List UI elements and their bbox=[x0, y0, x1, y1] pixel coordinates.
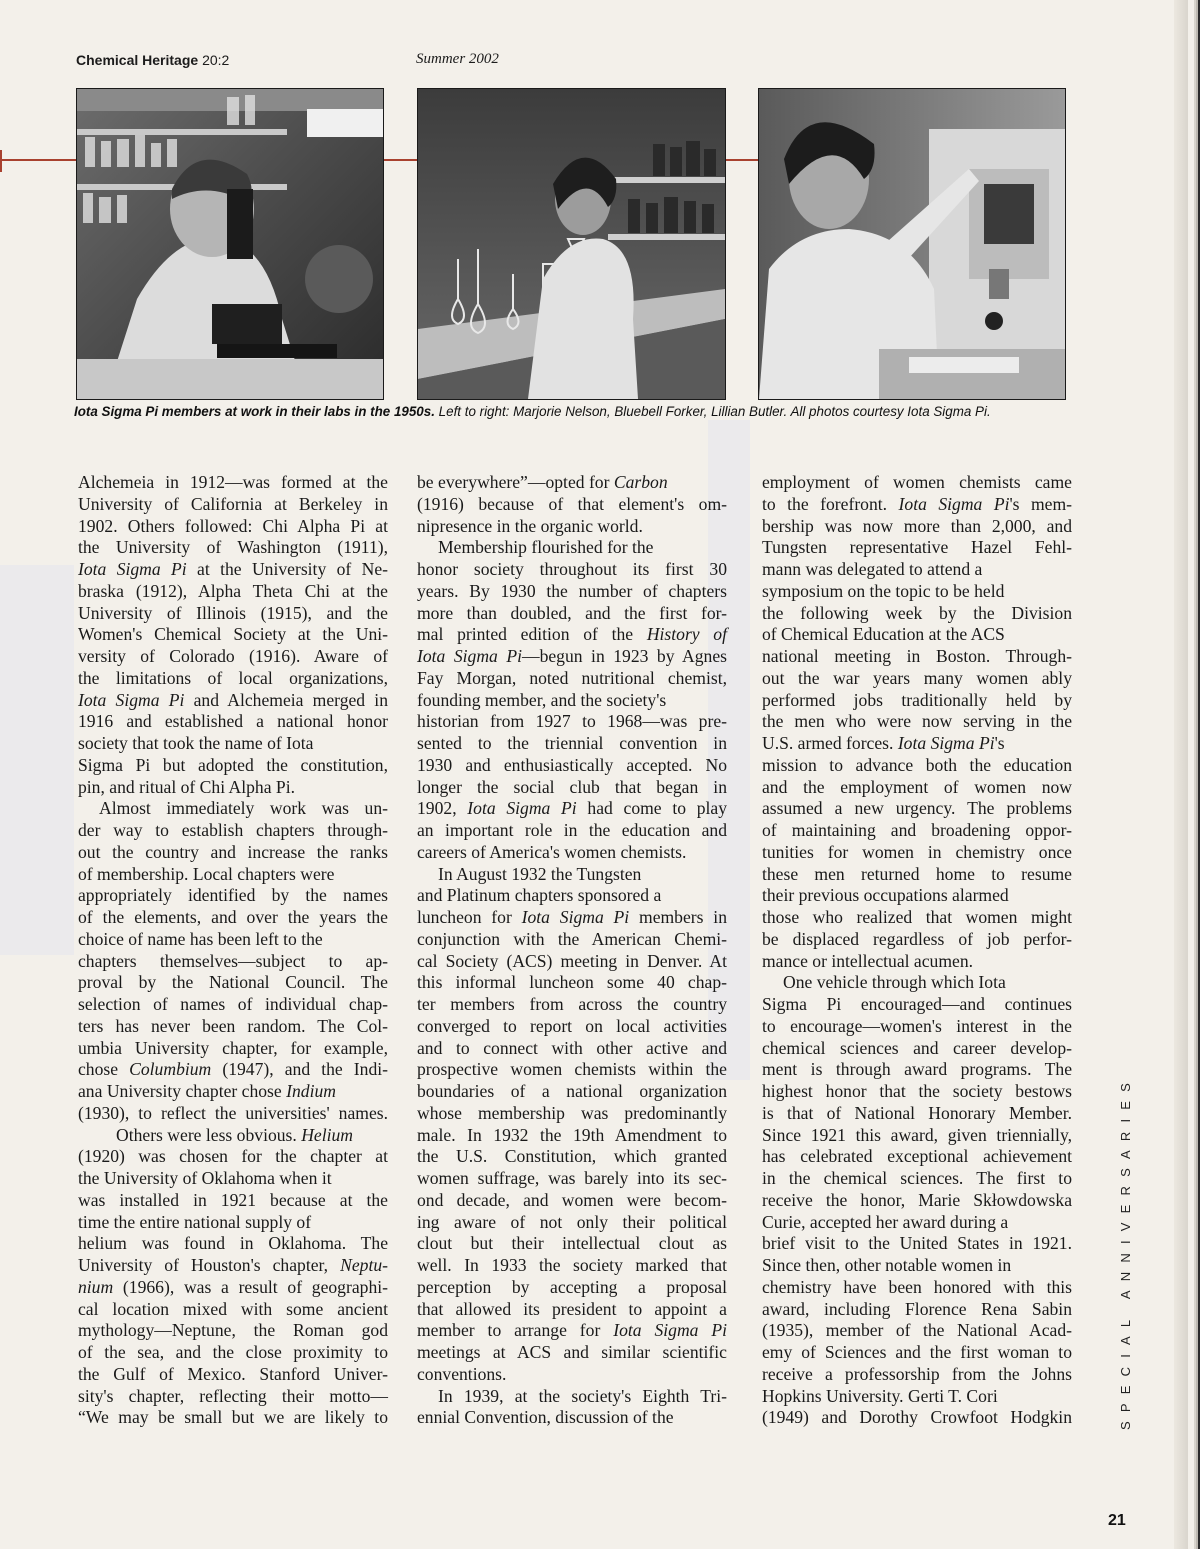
article-line: the limitations of local organizations, bbox=[78, 667, 388, 688]
article-line: sity's chapter, reflecting their motto— bbox=[78, 1385, 388, 1406]
article-line: well. In 1933 the society marked that bbox=[417, 1255, 727, 1275]
article-line: Almost immediately work was un- bbox=[99, 798, 388, 819]
article-line: the men who were now serving in the bbox=[762, 711, 1072, 732]
photo-lab-bench bbox=[417, 88, 726, 400]
article-line: receive the honor, Marie Skłowdowska bbox=[762, 1189, 1072, 1210]
article-line: chemical sciences and career develop- bbox=[762, 1037, 1072, 1058]
page-edge bbox=[1174, 0, 1188, 1549]
article-line: sented to the triennial convention in bbox=[417, 733, 727, 753]
article-line: nium (1966), was a result of geographi- bbox=[78, 1276, 388, 1297]
article-line: Since then, other notable women in bbox=[762, 1255, 1012, 1275]
article-line: out the war years many women ably bbox=[762, 667, 1072, 688]
article-line: Iota Sigma Pi at the University of Ne- bbox=[78, 559, 388, 579]
article-line: their previous occupations alarmed bbox=[762, 885, 1009, 906]
caption-lead: Iota Sigma Pi members at work in their labs in the 1950s. bbox=[74, 404, 435, 419]
article-line: of membership. Local chapters were bbox=[78, 863, 335, 884]
article-line: symposium on the topic to be held bbox=[762, 580, 1005, 601]
article-line: Alchemeia in 1912—was formed at the bbox=[78, 472, 388, 492]
article-line: cal location mixed with some ancient bbox=[78, 1298, 388, 1319]
article-line: performed jobs traditionally held by bbox=[762, 689, 1072, 710]
article-line: is that of National Honorary Member. bbox=[762, 1102, 1072, 1123]
article-line: chapters themselves—subject to ap- bbox=[78, 950, 388, 971]
article-line: choice of name has been left to the bbox=[78, 928, 323, 949]
article-line: male. In 1932 the 19th Amendment to bbox=[417, 1124, 727, 1145]
photo-equipment bbox=[758, 88, 1066, 400]
article-line: Tungsten representative Hazel Fehl- bbox=[762, 537, 1072, 558]
article-line: honor society throughout its first 30 bbox=[417, 559, 727, 579]
article-column-2 bbox=[417, 472, 727, 1429]
article-line: Membership flourished for the bbox=[438, 537, 654, 558]
article-line: 1916 and established a national honor bbox=[78, 711, 388, 732]
article-line: award, including Florence Rena Sabin bbox=[762, 1298, 1072, 1319]
article-line: more than doubled, and the first for- bbox=[417, 602, 727, 623]
article-line: ana University chapter chose Indium bbox=[78, 1081, 336, 1101]
journal-name: Chemical Heritage bbox=[76, 52, 199, 68]
article-line: tunities for women in chemistry once bbox=[762, 841, 1072, 862]
article-line: the University of Oklahoma when it bbox=[78, 1168, 332, 1188]
article-line: society that took the name of Iota bbox=[78, 733, 314, 753]
article-line: in the chemical sciences. The first to bbox=[762, 1168, 1072, 1188]
article-line: and to connect with other active and bbox=[417, 1037, 727, 1058]
article-line: meetings at ACS and similar scientific bbox=[417, 1342, 727, 1362]
article-line: be everywhere”—opted for Carbon bbox=[417, 472, 668, 492]
article-line: University of Illinois (1915), and the bbox=[78, 602, 388, 623]
article-line: to the forefront. Iota Sigma Pi's mem- bbox=[762, 493, 1073, 514]
article-line: 1902, Iota Sigma Pi had come to play bbox=[417, 798, 728, 819]
article-line: ennial Convention, discussion of the bbox=[417, 1407, 674, 1428]
article-line: assumed a new urgency. The problems bbox=[762, 798, 1072, 819]
article-line: and the employment of women now bbox=[762, 776, 1072, 797]
article-line: In 1939, at the society's Eighth Tri- bbox=[438, 1385, 727, 1406]
article-line: careers of America's women chemists. bbox=[417, 841, 687, 862]
article-line: University of California at Berkeley in bbox=[78, 493, 388, 514]
section-label-text: SPECIAL ANNIVERSARIES bbox=[1118, 1074, 1133, 1430]
article-line: (1935), member of the National Acad- bbox=[762, 1320, 1072, 1341]
article-line: of the elements, and over the years the bbox=[78, 907, 388, 927]
article-line: years. By 1930 the number of chapters bbox=[417, 580, 727, 601]
article-line: the following week by the Division bbox=[762, 602, 1072, 623]
article-line: U.S. armed forces. Iota Sigma Pi's bbox=[762, 733, 1005, 753]
article-line: ment is through award programs. The bbox=[762, 1059, 1072, 1080]
section-label bbox=[1110, 1030, 1140, 1430]
article-line: women suffrage, was barely into its sec- bbox=[417, 1168, 727, 1188]
article-line: proval by the National Council. The bbox=[78, 972, 388, 993]
article-line: (1930), to reflect the universities' names. bbox=[78, 1102, 388, 1123]
photo-image-3 bbox=[759, 89, 1065, 399]
article-line: selection of names of individual chap- bbox=[78, 994, 388, 1014]
article-line: those who realized that women might bbox=[762, 907, 1072, 927]
article-line: In August 1932 the Tungsten bbox=[438, 863, 642, 884]
article-line: Hopkins University. Gerti T. Cori bbox=[762, 1385, 998, 1406]
article-line: boundaries of a national organization bbox=[417, 1081, 727, 1101]
article-column-1 bbox=[78, 472, 388, 1429]
article-line: umbia University chapter, for example, bbox=[78, 1037, 388, 1058]
issue-date: Summer 2002 bbox=[416, 51, 499, 67]
article-line: mission to advance both the education bbox=[762, 754, 1072, 775]
article-line: “We may be small but we are likely to bbox=[78, 1407, 388, 1428]
article-line: clout but their intellectual clout as bbox=[417, 1233, 727, 1254]
photo-image-1 bbox=[77, 89, 383, 399]
article-line: 1930 and enthusiastically accepted. No bbox=[417, 754, 727, 775]
article-line: brief visit to the United States in 1921. bbox=[762, 1233, 1072, 1254]
article-line: ond decade, and women were becom- bbox=[417, 1189, 727, 1210]
article-line: historian from 1927 to 1968—was pre- bbox=[417, 711, 727, 732]
article-line: (1916) because of that element's om- bbox=[417, 493, 727, 514]
article-line: Curie, accepted her award during a bbox=[762, 1211, 1009, 1232]
article-column-3 bbox=[762, 472, 1072, 1429]
article-line: der way to establish chapters through- bbox=[78, 820, 388, 840]
photo-image-2 bbox=[418, 89, 725, 399]
article-line: One vehicle through which Iota bbox=[783, 972, 1006, 993]
article-line: chose Columbium (1947), and the Indi- bbox=[78, 1059, 388, 1080]
article-line: mance or intellectual acumen. bbox=[762, 950, 974, 971]
article-line: (1920) was chosen for the chapter at bbox=[78, 1146, 388, 1167]
article-line: Women's Chemical Society at the Uni- bbox=[78, 624, 388, 645]
article-line: Iota Sigma Pi and Alchemeia merged in bbox=[78, 689, 388, 710]
article-line: emy of Sciences and the first woman to bbox=[762, 1342, 1072, 1362]
article-line: longer the social club that began in bbox=[417, 776, 727, 797]
article-line: conjunction with the American Chemi- bbox=[417, 928, 727, 949]
article-line: conventions. bbox=[417, 1363, 507, 1384]
article-line: employment of women chemists came bbox=[762, 472, 1072, 492]
article-line: mal printed edition of the History of bbox=[417, 624, 727, 645]
article-line: cal Society (ACS) meeting in Denver. At bbox=[417, 950, 727, 971]
article-line: bership was now more than 2,000, and bbox=[762, 515, 1072, 536]
article-line: be displaced regardless of job perfor- bbox=[762, 928, 1072, 949]
article-line: converged to report on local activities bbox=[417, 1015, 727, 1036]
article-line: mann was delegated to attend a bbox=[762, 559, 983, 579]
article-line: to encourage—women's interest in the bbox=[762, 1015, 1072, 1036]
article-line: these men returned home to resume bbox=[762, 863, 1072, 884]
article-line: ing aware of not only their political bbox=[417, 1211, 727, 1232]
article-line: mythology—Neptune, the Roman god bbox=[78, 1320, 388, 1341]
article-line: highest honor that the society bestows bbox=[762, 1081, 1072, 1101]
article-line: ters has never been random. The Col- bbox=[78, 1015, 388, 1036]
page-number: 21 bbox=[1108, 1512, 1126, 1529]
margin-rule-mark bbox=[0, 150, 2, 172]
article-line: national meeting in Boston. Through- bbox=[762, 646, 1072, 666]
article-line: chemistry have been honored with this bbox=[762, 1276, 1072, 1297]
article-line: was installed in 1921 because at the bbox=[78, 1189, 388, 1210]
article-line: and Platinum chapters sponsored a bbox=[417, 885, 662, 906]
article-line: member to arrange for Iota Sigma Pi bbox=[417, 1320, 727, 1341]
article-line: appropriately identified by the names bbox=[78, 885, 388, 906]
article-line: this informal luncheon some 40 chap- bbox=[417, 972, 727, 993]
article-line: has celebrated exceptional achievement bbox=[762, 1146, 1072, 1167]
article-line: ter members from across the country bbox=[417, 994, 727, 1014]
article-line: of maintaining and broadening oppor- bbox=[762, 820, 1072, 840]
article-line: (1949) and Dorothy Crowfoot Hodgkin bbox=[762, 1407, 1072, 1428]
journal-title bbox=[76, 52, 229, 68]
article-line: Iota Sigma Pi—begun in 1923 by Agnes bbox=[417, 646, 727, 666]
article-line: Sigma Pi but adopted the constitution, bbox=[78, 754, 388, 775]
caption-names: Left to right: Marjorie Nelson, Bluebell Forker, Lillian Butler. All photos courtesy Iota Sigma Pi. bbox=[438, 404, 991, 419]
article-line: Sigma Pi encouraged—and continues bbox=[762, 994, 1072, 1014]
article-line: pin, and ritual of Chi Alpha Pi. bbox=[78, 776, 295, 797]
article-line: of Chemical Education at the ACS bbox=[762, 624, 1005, 645]
article-line: the Gulf of Mexico. Stanford Univer- bbox=[78, 1363, 388, 1384]
article-line: the University of Washington (1911), bbox=[78, 537, 388, 558]
article-line: helium was found in Oklahoma. The bbox=[78, 1233, 388, 1254]
article-line: Since 1921 this award, given triennially, bbox=[762, 1124, 1072, 1145]
article-line: an important role in the education and bbox=[417, 820, 727, 840]
show-through-block bbox=[0, 565, 74, 955]
article-line: of the sea, and the close proximity to bbox=[78, 1342, 388, 1362]
article-line: nipresence in the organic world. bbox=[417, 515, 643, 536]
photo-microscope bbox=[76, 88, 384, 400]
running-header bbox=[76, 50, 1074, 74]
article-line: founding member, and the society's bbox=[417, 689, 667, 710]
article-line: receive a professorship from the Johns bbox=[762, 1363, 1072, 1384]
article-line: University of Houston's chapter, Neptu- bbox=[78, 1255, 388, 1275]
article-line: perception by accepting a proposal bbox=[417, 1276, 727, 1297]
article-line: 1902. Others followed: Chi Alpha Pi at bbox=[78, 515, 388, 536]
article-line: braska (1912), Alpha Theta Chi at the bbox=[78, 580, 388, 601]
article-line: luncheon for Iota Sigma Pi members in bbox=[417, 907, 727, 927]
photo-caption bbox=[74, 404, 1078, 419]
article-line: time the entire national supply of bbox=[78, 1211, 312, 1232]
article-line: Fay Morgan, noted nutritional chemist, bbox=[417, 667, 727, 688]
article-line: Others were less obvious. Helium bbox=[116, 1124, 353, 1145]
journal-issue: 20:2 bbox=[202, 52, 230, 68]
article-line: that allowed its president to appoint a bbox=[417, 1298, 727, 1319]
article-line: whose membership was predominantly bbox=[417, 1102, 727, 1123]
article-line: versity of Colorado (1916). Aware of bbox=[78, 646, 388, 666]
article-line: prospective women chemists within the bbox=[417, 1059, 727, 1080]
article-line: out the country and increase the ranks bbox=[78, 841, 388, 862]
article-line: the U.S. Constitution, which granted bbox=[417, 1146, 727, 1167]
